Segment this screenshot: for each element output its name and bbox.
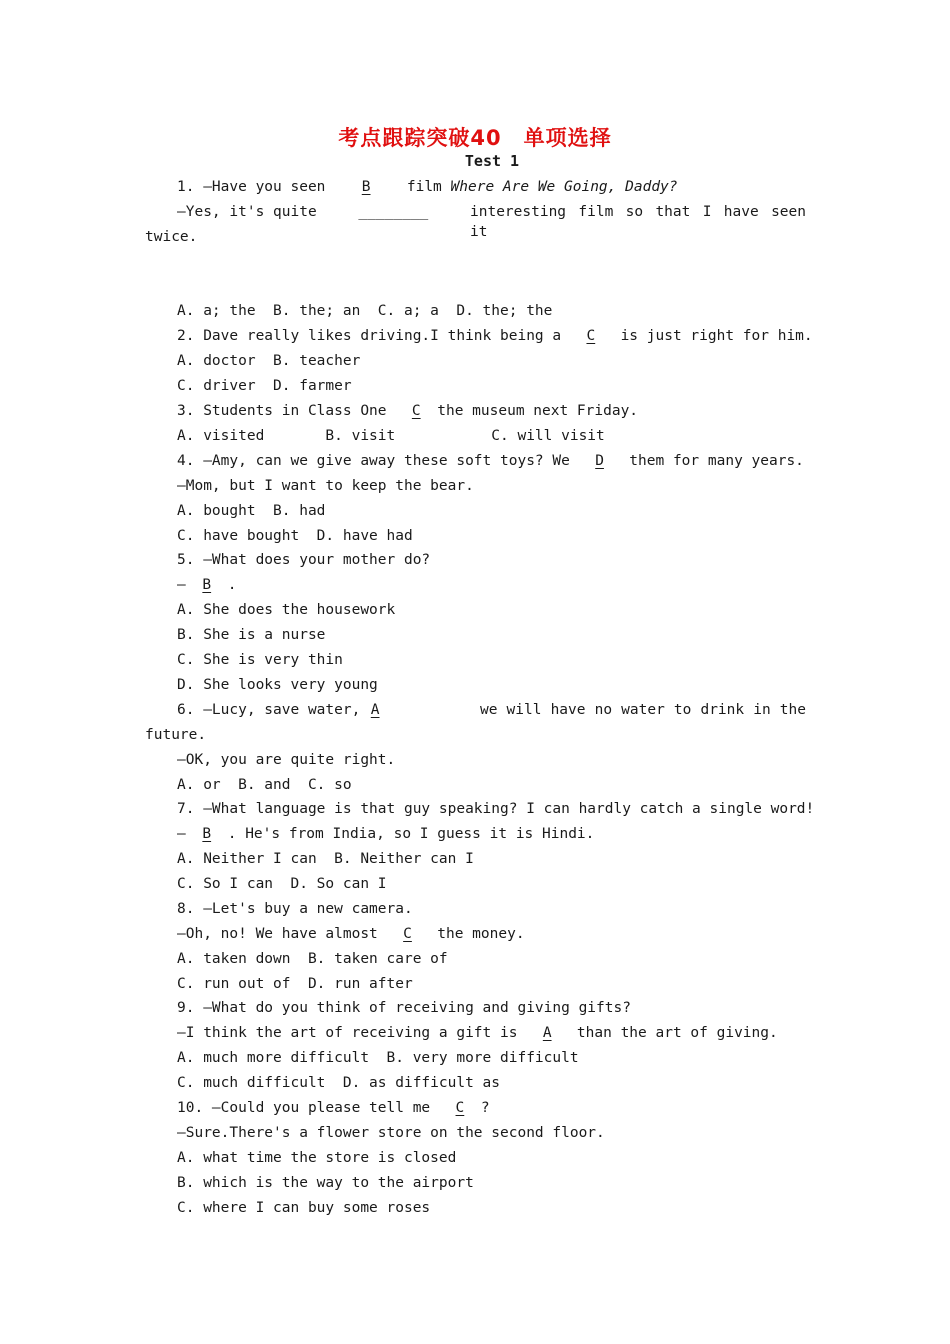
reply-text: interesting film so that I have seen it <box>470 204 806 240</box>
reply-text: . He's from India, so I guess it is Hindi. <box>227 826 595 842</box>
answer-blank <box>354 700 396 720</box>
question-4-options-ab: A. bought B. had <box>177 503 326 519</box>
question-10-reply: —Sure.There's a flower store on the second floor. <box>177 1125 605 1141</box>
answer-letter: D <box>595 453 604 469</box>
question-5-stem: 5. —What does your mother do? <box>177 552 431 568</box>
question-text: 10. —Could you please tell me <box>177 1100 439 1116</box>
question-text: film <box>398 179 451 195</box>
question-8-options-ab: A. taken down B. taken care of <box>177 951 448 967</box>
question-2-options-ab: A. doctor B. teacher <box>177 353 361 369</box>
answer-letter: B <box>361 179 371 195</box>
question-6-reply: —OK, you are quite right. <box>177 752 396 768</box>
question-5-option-b: B. She is a nurse <box>177 627 326 643</box>
question-7-options-cd: C. So I can D. So can I <box>177 876 387 892</box>
reply-text: —I think the art of receiving a gift is <box>177 1025 527 1041</box>
reply-text: —Yes, it's quite <box>177 204 317 220</box>
question-10-option-b: B. which is the way to the airport <box>177 1175 474 1191</box>
answer-letter: A <box>370 702 380 718</box>
answer-blank <box>186 575 228 595</box>
question-1-options: A. a; the B. the; an C. a; a D. the; the <box>177 303 553 319</box>
page-title: 考点跟踪突破40 单项选择 <box>338 126 612 150</box>
answer-letter: B <box>202 577 212 593</box>
reply-text: — <box>177 826 186 842</box>
question-text: is just right for him. <box>611 328 813 344</box>
film-title: Where Are We Going, Daddy? <box>450 179 678 195</box>
reply-text: . <box>227 577 237 593</box>
question-9-options-cd: C. much difficult D. as difficult as <box>177 1075 501 1091</box>
question-9-options-ab: A. much more difficult B. very more difficult <box>177 1050 579 1066</box>
reply-tail <box>470 202 806 242</box>
question-text: 3. Students in Class One <box>177 403 396 419</box>
question-text: them for many years. <box>620 453 804 469</box>
question-8-reply <box>177 924 525 944</box>
question-7-reply <box>177 824 594 844</box>
answer-blank <box>186 824 228 844</box>
empty-blank: ________ <box>358 204 429 220</box>
question-1-reply-end: twice. <box>145 229 198 245</box>
question-7-stem: 7. —What language is that guy speaking? I can hardly catch a single word! <box>177 801 815 817</box>
question-6-stem <box>177 700 806 720</box>
question-text: 6. —Lucy, save water, <box>177 702 361 718</box>
answer-blank <box>570 326 612 346</box>
question-6-options: A. or B. and C. so <box>177 777 352 793</box>
reply-text: than the art of giving. <box>568 1025 778 1041</box>
answer-letter: A <box>542 1025 552 1041</box>
question-1-reply <box>177 202 806 242</box>
question-text: 1. —Have you seen <box>177 179 335 195</box>
answer-blank <box>526 1023 568 1043</box>
reply-text: — <box>177 577 186 593</box>
question-6-stem-end: future. <box>145 727 207 743</box>
question-text: ? <box>480 1100 490 1116</box>
answer-letter: C <box>455 1100 465 1116</box>
question-5-option-a: A. She does the housework <box>177 602 396 618</box>
answer-blank <box>334 177 398 197</box>
answer-letter: B <box>202 826 212 842</box>
question-10-option-a: A. what time the store is closed <box>177 1150 457 1166</box>
question-9-stem: 9. —What do you think of receiving and giving gifts? <box>177 1000 631 1016</box>
test-subtitle: Test 1 <box>464 152 520 170</box>
answer-blank <box>579 451 621 471</box>
question-7-options-ab: A. Neither I can B. Neither can I <box>177 851 474 867</box>
question-4-reply: —Mom, but I want to keep the bear. <box>177 478 474 494</box>
question-text: the museum next Friday. <box>437 403 639 419</box>
question-2-stem <box>177 326 813 346</box>
question-text: we will have no water to drink in the <box>479 702 806 718</box>
question-2-options-cd: C. driver D. farmer <box>177 378 352 394</box>
answer-blank <box>387 924 429 944</box>
question-9-reply <box>177 1023 778 1043</box>
question-10-option-c: C. where I can buy some roses <box>177 1200 431 1216</box>
question-8-options-cd: C. run out of D. run after <box>177 976 413 992</box>
question-text: 4. —Amy, can we give away these soft toys? We <box>177 453 579 469</box>
question-text: 2. Dave really likes driving.I think being a <box>177 328 570 344</box>
question-4-options-cd: C. have bought D. have had <box>177 528 413 544</box>
reply-text: —Oh, no! We have almost <box>177 926 387 942</box>
answer-letter: C <box>586 328 596 344</box>
question-3-stem <box>177 401 638 421</box>
question-10-stem <box>177 1098 490 1118</box>
question-5-reply <box>177 575 236 595</box>
answer-letter: C <box>411 403 421 419</box>
question-3-options: A. visited B. visit C. will visit <box>177 428 605 444</box>
answer-blank <box>395 401 437 421</box>
question-5-option-c: C. She is very thin <box>177 652 343 668</box>
question-5-option-d: D. She looks very young <box>177 677 378 693</box>
question-8-stem: 8. —Let's buy a new camera. <box>177 901 413 917</box>
question-1-stem <box>177 177 678 197</box>
reply-text: the money. <box>428 926 525 942</box>
question-4-stem <box>177 451 804 471</box>
answer-blank <box>439 1098 481 1118</box>
answer-letter: C <box>403 926 412 942</box>
